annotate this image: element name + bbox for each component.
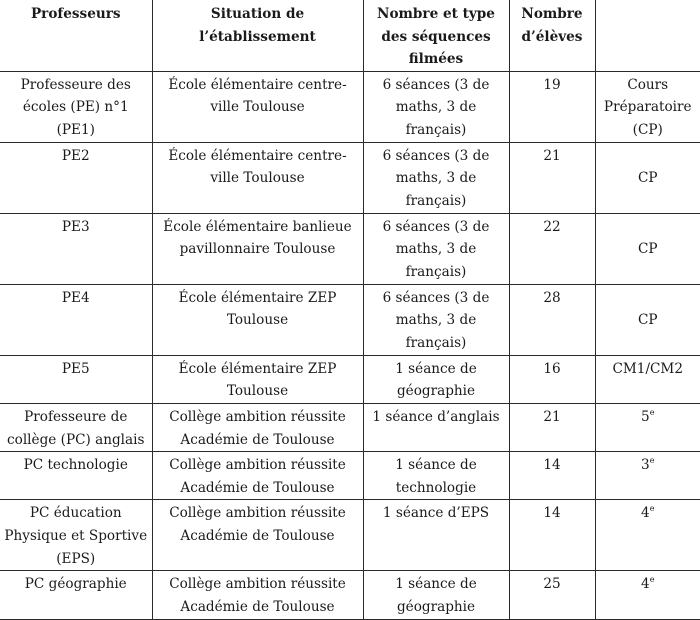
classe-text: CP (637, 169, 658, 186)
cell-situation: École élémentaire banlieue pavillonnaire Toulouse (152, 213, 363, 284)
cell-sequences: 1 séance de technologie (363, 452, 509, 500)
cell-eleves: 22 (509, 213, 595, 284)
classe-suffix: e (649, 407, 655, 417)
table-row (0, 213, 700, 284)
classe-text: CP (637, 240, 658, 257)
cell-sequences: 6 séances (3 de maths, 3 de français) (363, 213, 509, 284)
cell-eleves: 14 (509, 500, 595, 571)
cell-sequences: 1 séance de géographie (363, 355, 509, 403)
cell-sequences: 1 séance d’EPS (363, 500, 509, 571)
cell-sequences: 1 séance de géographie (363, 571, 509, 619)
header-sequences: Nombre et type des séquences filmées (363, 0, 509, 71)
cell-classe (595, 142, 700, 213)
cell-sequences: 1 séance d’anglais (363, 403, 509, 451)
table-row (0, 142, 700, 213)
cell-situation: Collège ambition réussite Académie de Toulouse (152, 403, 363, 451)
classe-text: 4 (641, 576, 650, 593)
header-professeurs: Professeurs (0, 0, 152, 71)
cell-classe (595, 284, 700, 355)
cell-classe (595, 452, 700, 500)
header-eleves: Nombre d’élèves (509, 0, 595, 71)
classe-suffix: e (649, 504, 655, 514)
cell-classe (595, 571, 700, 619)
cell-eleves: 21 (509, 142, 595, 213)
table-row (0, 71, 700, 142)
cell-eleves: 28 (509, 284, 595, 355)
header-classe (595, 0, 700, 71)
cell-situation: École élémentaire centre-ville Toulouse (152, 142, 363, 213)
table-row (0, 284, 700, 355)
cell-situation: École élémentaire ZEP Toulouse (152, 284, 363, 355)
cell-eleves: 21 (509, 403, 595, 451)
cell-prof: PE2 (0, 142, 152, 213)
cell-eleves: 14 (509, 452, 595, 500)
cell-situation: Collège ambition réussite Académie de Toulouse (152, 452, 363, 500)
cell-situation: Collège ambition réussite Académie de Toulouse (152, 500, 363, 571)
header-situation: Situation de l’établissement (152, 0, 363, 71)
cell-situation: École élémentaire centre-ville Toulouse (152, 71, 363, 142)
cell-sequences: 6 séances (3 de maths, 3 de français) (363, 71, 509, 142)
cell-classe (595, 403, 700, 451)
classe-text: 3 (641, 457, 650, 474)
cell-eleves: 16 (509, 355, 595, 403)
cell-prof: PE3 (0, 213, 152, 284)
classe-text: CP (637, 311, 658, 328)
table-header-row (0, 0, 700, 71)
cell-sequences: 6 séances (3 de maths, 3 de français) (363, 284, 509, 355)
cell-prof: PC technologie (0, 452, 152, 500)
table-row (0, 403, 700, 451)
cell-classe (595, 355, 700, 403)
cell-classe (595, 71, 700, 142)
table-row (0, 355, 700, 403)
cell-prof: PE5 (0, 355, 152, 403)
cell-prof: PE4 (0, 284, 152, 355)
cell-sequences: 6 séances (3 de maths, 3 de français) (363, 142, 509, 213)
cell-prof: Professeure des écoles (PE) n°1 (PE1) (0, 71, 152, 142)
classe-text: 5 (641, 408, 650, 425)
cell-eleves: 25 (509, 571, 595, 619)
table-row (0, 500, 700, 571)
classe-text: 4 (641, 505, 650, 522)
cell-eleves: 19 (509, 71, 595, 142)
cell-prof: PC géographie (0, 571, 152, 619)
cell-prof: Professeure de collège (PC) anglais (0, 403, 152, 451)
table-row (0, 571, 700, 619)
classe-suffix: e (649, 456, 655, 466)
classe-suffix: e (649, 575, 655, 585)
classe-text: Cours Préparatoire (CP) (603, 76, 692, 138)
cell-prof: PC éducation Physique et Sportive (EPS) (0, 500, 152, 571)
cell-situation: Collège ambition réussite Académie de Toulouse (152, 571, 363, 619)
table-row (0, 452, 700, 500)
cell-classe (595, 213, 700, 284)
cell-situation: École élémentaire ZEP Toulouse (152, 355, 363, 403)
cell-classe (595, 500, 700, 571)
classe-text: CM1/CM2 (612, 360, 684, 377)
